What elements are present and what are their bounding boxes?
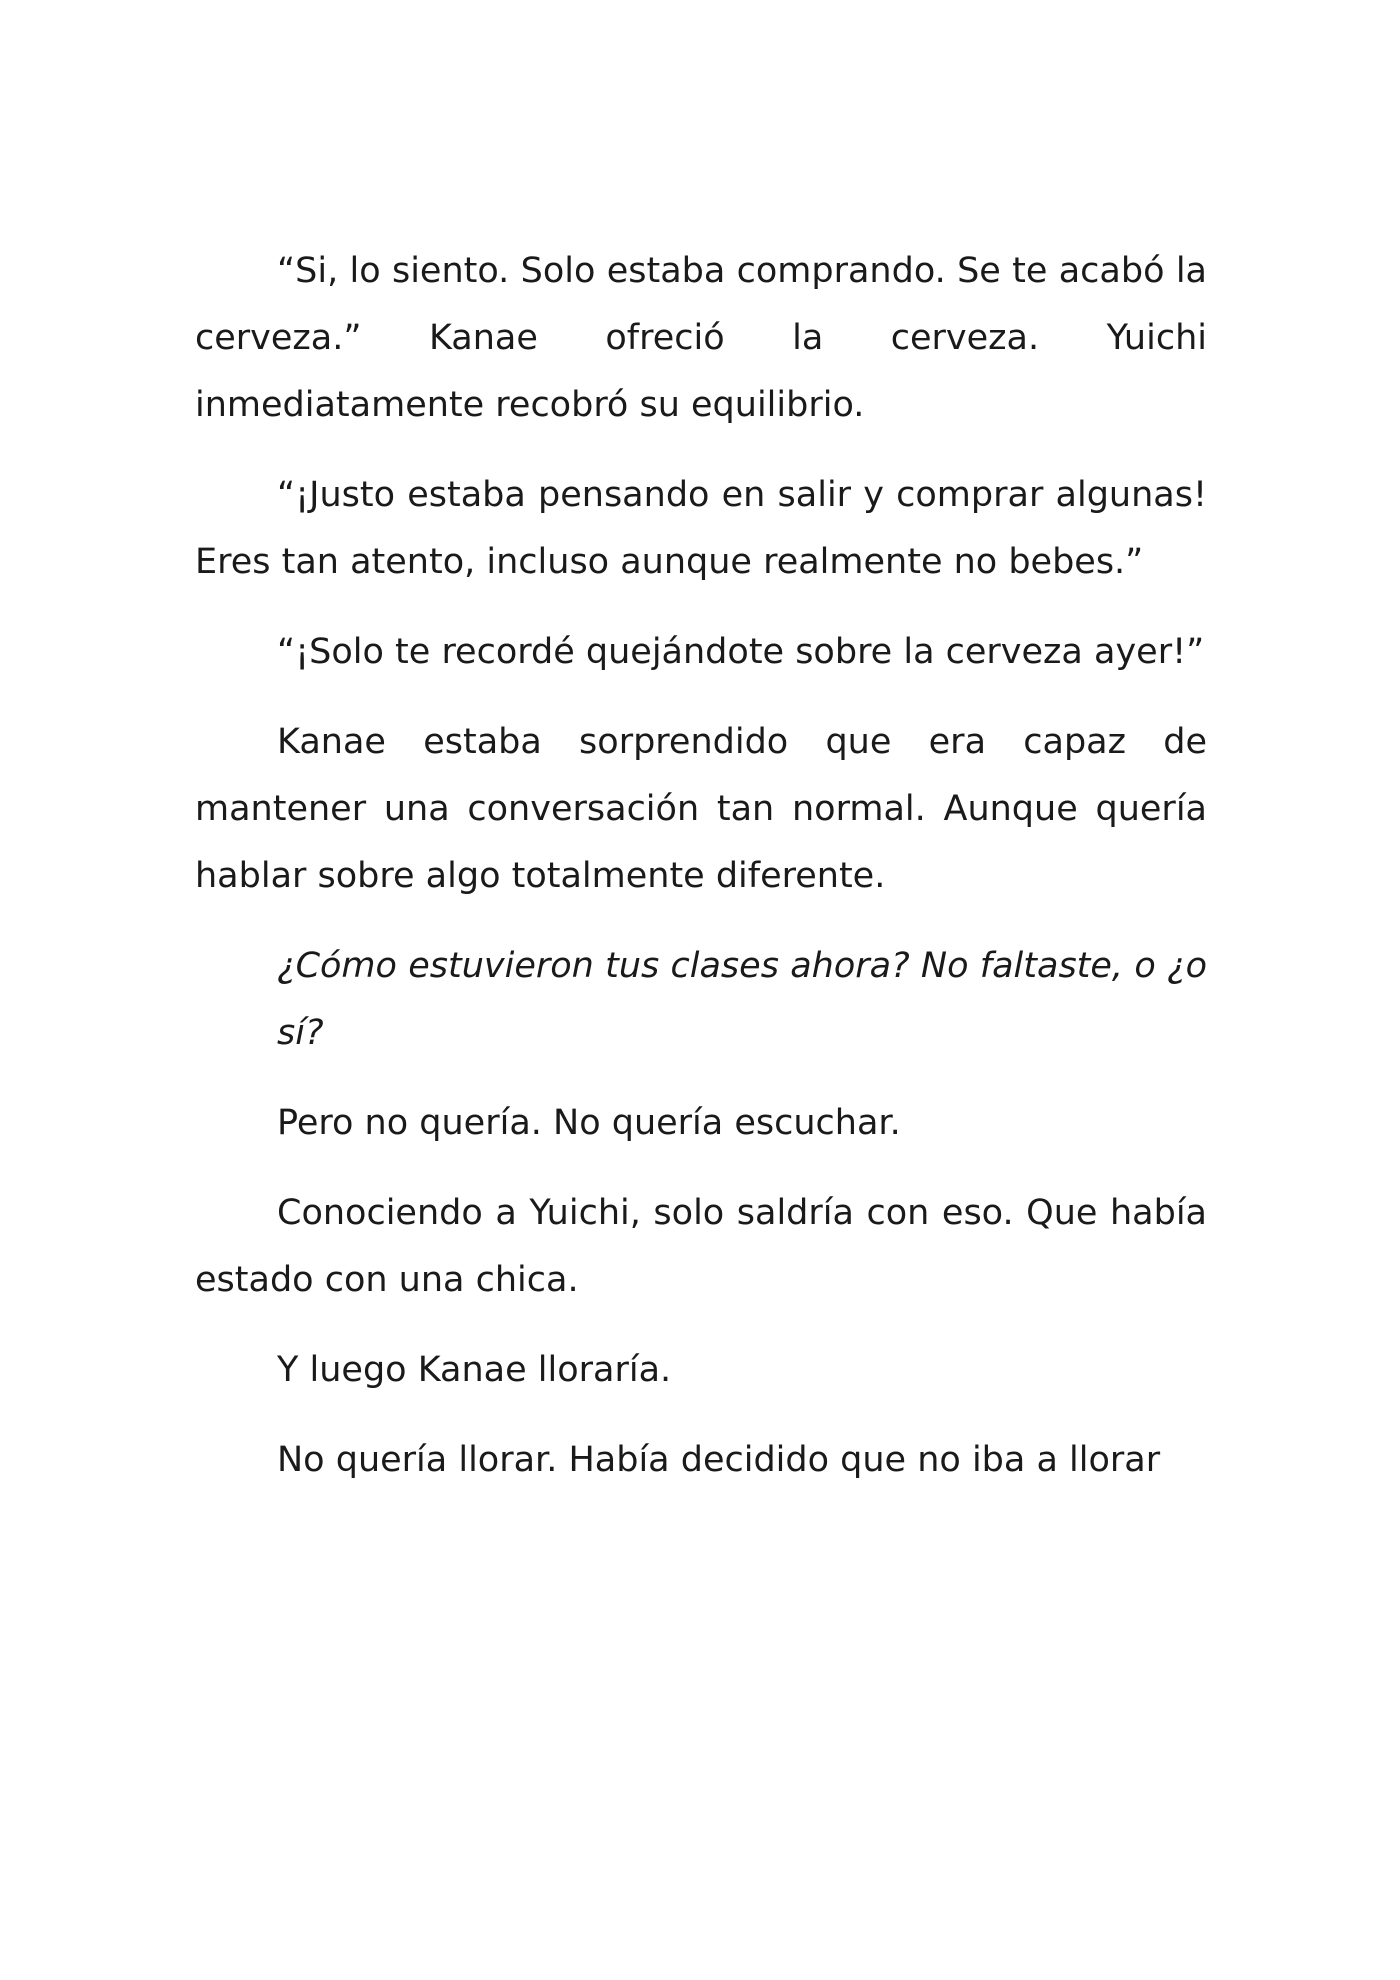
paragraph-8: Y luego Kanae lloraría. xyxy=(277,1350,672,1390)
paragraph-6: Pero no quería. No quería escuchar. xyxy=(277,1103,901,1143)
paragraph-1: “Si, lo siento. Solo estaba comprando. Se te acabó la cerveza.” Kanae ofreció la cerveza. Yuichi inmediatamente recobró su equilibrio. xyxy=(195,251,1207,425)
paragraph-2: “¡Justo estaba pensando en salir y comprar algunas! Eres tan atento, incluso aunque realmente no bebes.” xyxy=(195,475,1207,582)
body-text xyxy=(195,238,1207,1517)
paragraph-9: No quería llorar. Había decidido que no iba a llorar xyxy=(277,1440,1161,1480)
paragraph-7: Conociendo a Yuichi, solo saldría con eso. Que había estado con una chica. xyxy=(195,1193,1207,1300)
paragraph-4: Kanae estaba sorprendido que era capaz de mantener una conversación tan normal. Aunque quería hablar sobre algo totalmente diferente. xyxy=(195,722,1207,896)
paragraph-5-thought: ¿Cómo estuvieron tus clases ahora? No faltaste, o ¿o sí? xyxy=(277,946,1207,1053)
paragraph-3: “¡Solo te recordé quejándote sobre la cerveza ayer!” xyxy=(277,632,1205,672)
